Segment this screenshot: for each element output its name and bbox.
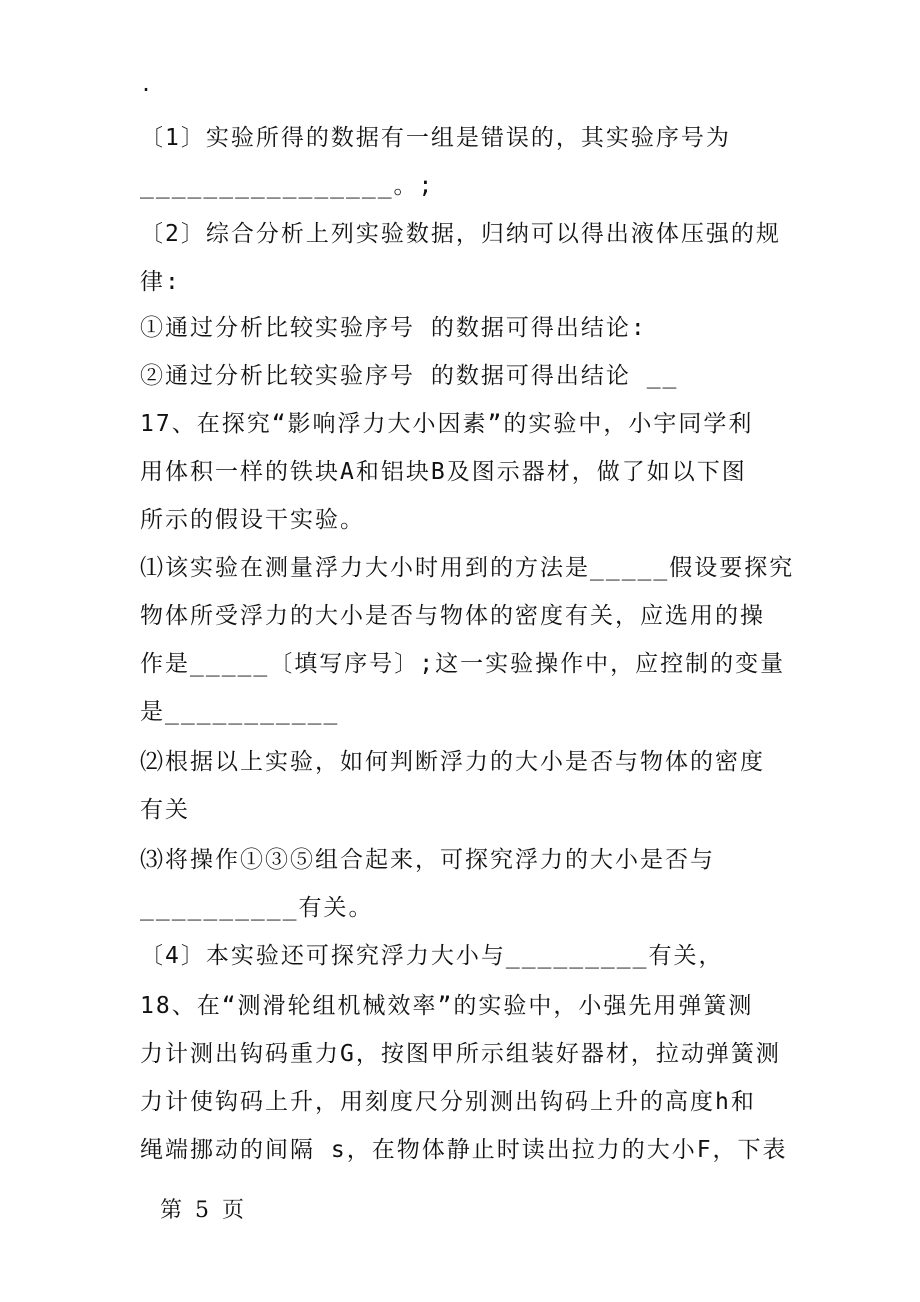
- question-17-part-3-line-1: ⑶将操作①③⑤组合起来，可探究浮力的大小是否与: [140, 847, 715, 873]
- question-17-line-3: 所示的假设干实验。: [140, 507, 365, 533]
- question-18-line-4: 绳端挪动的间隔 s，在物体静止时读出拉力的大小F，下表: [140, 1137, 788, 1163]
- text-line-3: 〔2〕综合分析上列实验数据，归纳可以得出液体压强的规: [140, 221, 781, 247]
- question-17-part-4-line-1: 〔4〕本实验还可探究浮力大小与_________有关，: [140, 943, 724, 969]
- question-17-part-1-line-3: 作是_____〔填写序号〕;这一实验操作中，应控制的变量: [140, 651, 786, 677]
- question-18-line-2: 力计测出钩码重力G，按图甲所示组装好器材，拉动弹簧测: [140, 1041, 781, 1067]
- question-17-part-1-line-4: 是___________: [140, 699, 340, 725]
- page-number: 第 5 页: [160, 1198, 247, 1223]
- question-17-line-1: 17、在探究“影响浮力大小因素”的实验中，小宇同学利: [140, 411, 754, 437]
- text-line-6: ②通过分析比较实验序号 的数据可得出结论 __: [140, 363, 679, 389]
- text-line-5: ①通过分析比较实验序号 的数据可得出结论:: [140, 315, 647, 341]
- question-17-part-2-line-1: ⑵根据以上实验，如何判断浮力的大小是否与物体的密度: [140, 749, 765, 775]
- question-18-line-3: 力计使钩码上升，用刻度尺分别测出钩码上升的高度h和: [140, 1089, 756, 1115]
- question-17-part-1-line-2: 物体所受浮力的大小是否与物体的密度有关，应选用的操: [140, 603, 765, 629]
- question-17-part-1-line-1: ⑴该实验在测量浮力大小时用到的方法是_____假设要探究: [140, 555, 795, 581]
- question-17-part-2-line-2: 有关: [140, 797, 190, 823]
- text-line-4: 律:: [140, 269, 181, 295]
- question-17-line-2: 用体积一样的铁块A和铝块B及图示器材，做了如以下图: [140, 459, 747, 485]
- question-17-part-3-line-2: __________有关。: [140, 895, 374, 921]
- text-line-2: ________________。;: [140, 173, 435, 199]
- question-18-line-1: 18、在“测滑轮组机械效率”的实验中，小强先用弹簧测: [140, 993, 754, 1019]
- page-marker: .: [140, 72, 153, 96]
- text-line-1: 〔1〕实验所得的数据有一组是错误的，其实验序号为: [140, 125, 731, 151]
